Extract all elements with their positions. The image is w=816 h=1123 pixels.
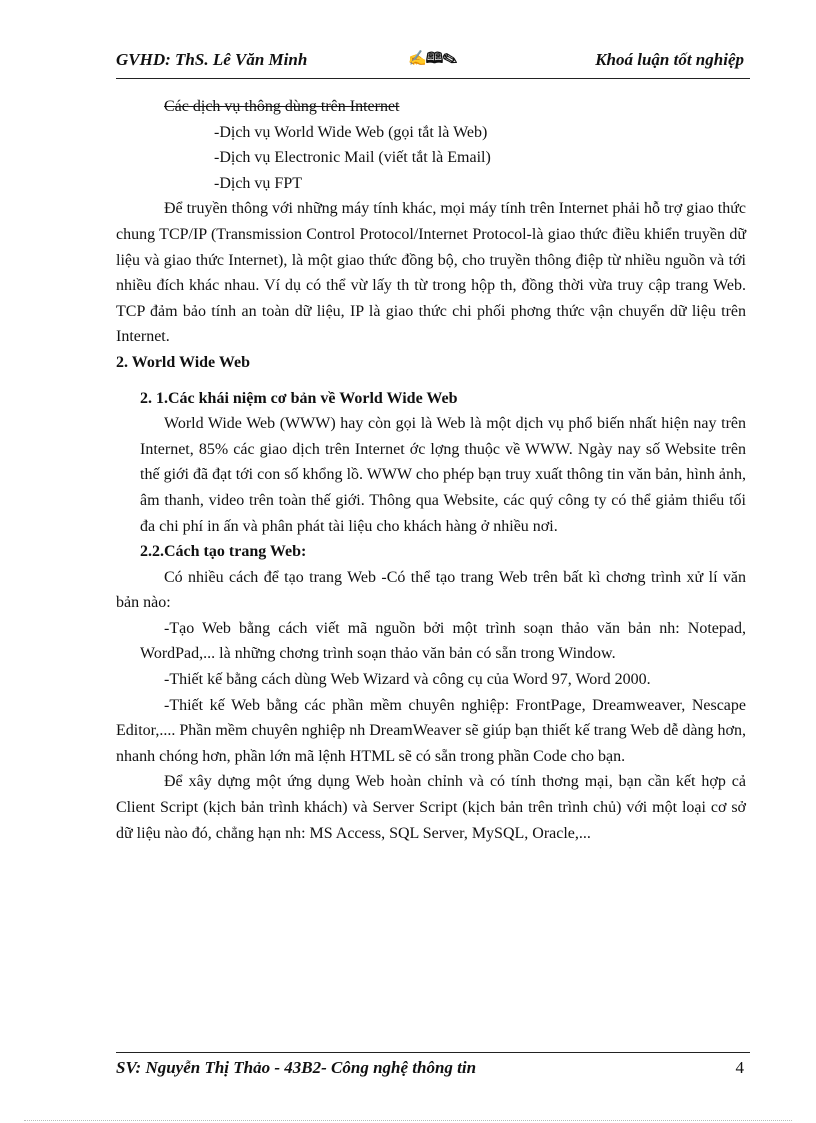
service-item: -Dịch vụ FPT: [214, 174, 302, 192]
section-heading: 2. World Wide Web: [116, 353, 250, 371]
services-title: Các dịch vụ thông dùng trên Internet: [164, 98, 400, 115]
www-paragraph: World Wide Web (WWW) hay còn gọi là Web là một dịch vụ phổ biến nhất hiện nay trên Internet, 85% các giao dịch trên Internet ớc lợng thuộc về WWW. Ngày nay số Website trên thế giới đã đạt tới con số khổng lồ. WWW cho phép bạn truy xuất thông tin văn bản, hình ảnh, âm thanh, video trên toàn thế giới. Thông qua Website, các quý công ty có thể giảm thiểu tối đa chi phí in ấn và phân phát tài liệu cho khách hàng ở nhiều nơi.: [140, 415, 746, 535]
subsection-heading: 2.2.Cách tạo trang Web:: [140, 543, 307, 561]
spacer: [116, 376, 746, 386]
subsection-heading: 2. 1.Các khái niệm cơ bản về World Wide Web: [140, 389, 458, 407]
page-number: 4: [735, 1058, 744, 1077]
header-thesis-title: Khoá luận tốt nghiệp: [595, 50, 744, 69]
header-ornament-icon: ✍🕮✎: [408, 51, 457, 67]
page-edge-dots: [24, 1120, 792, 1121]
header-supervisor: GVHD: ThS. Lê Văn Minh: [116, 50, 308, 69]
footer-student: SV: Nguyễn Thị Thảo - 43B2- Công nghệ thông tin: [116, 1058, 477, 1077]
create-intro-paragraph: Có nhiều cách để tạo trang Web -Có thể tạo trang Web trên bất kì chơng trình xử lí văn bản nào:: [116, 568, 746, 612]
header-rule: [116, 78, 750, 79]
page-body: [116, 94, 746, 846]
footer-rule: [116, 1052, 750, 1053]
service-item: -Dịch vụ Electronic Mail (viết tắt là Email): [214, 149, 491, 167]
create-method-item: -Tạo Web bằng cách viết mã nguồn bởi một trình soạn thảo văn bản nh: Notepad, WordPad,... là những chơng trình soạn thảo văn bản có sẵn trong Window.: [140, 619, 746, 663]
create-method-item: -Thiết kế bằng cách dùng Web Wizard và công cụ của Word 97, Word 2000.: [164, 671, 651, 689]
page-footer: [116, 1058, 750, 1078]
tcp-paragraph: Để truyền thông với những máy tính khác, mọi máy tính trên Internet phải hỗ trợ giao thức chung TCP/IP (Transmission Control Protocol/Internet Protocol-là giao thức điều khiển truyền dữ liệu và giao thức Internet), là một giao thức đồng bộ, cho truyền thông điệp từ nhiều nguồn và tới nhiều đích khác nhau. Ví dụ có thể vừ lấy th từ trong hộp th, đồng thời vừa truy cập trang Web. TCP đảm bảo tính an toàn dữ liệu, IP là giao thức chi phối phơng thức vận chuyển dữ liệu trên Internet.: [116, 200, 746, 346]
page-header: [116, 50, 750, 74]
service-item: -Dịch vụ World Wide Web (gọi tắt là Web): [214, 123, 488, 141]
closing-paragraph: Để xây dựng một ứng dụng Web hoàn chỉnh và có tính thơng mại, bạn cần kết hợp cả Client Script (kịch bản trình khách) và Server Script (kịch bản trên trình chủ) với một loại cơ sở dữ liệu nào đó, chẳng hạn nh: MS Access, SQL Server, MySQL, Oracle,...: [116, 773, 746, 842]
create-method-item: -Thiết kế Web bằng các phần mềm chuyên nghiệp: FrontPage, Dreamweaver, Nescape Editor,.... Phần mềm chuyên nghiệp nh DreamWeaver sẽ giúp bạn thiết kế trang Web dễ dàng hơn, nhanh chóng hơn, phần lớn mã lệnh HTML sẽ có sẵn trong phần Code cho bạn.: [116, 696, 746, 765]
